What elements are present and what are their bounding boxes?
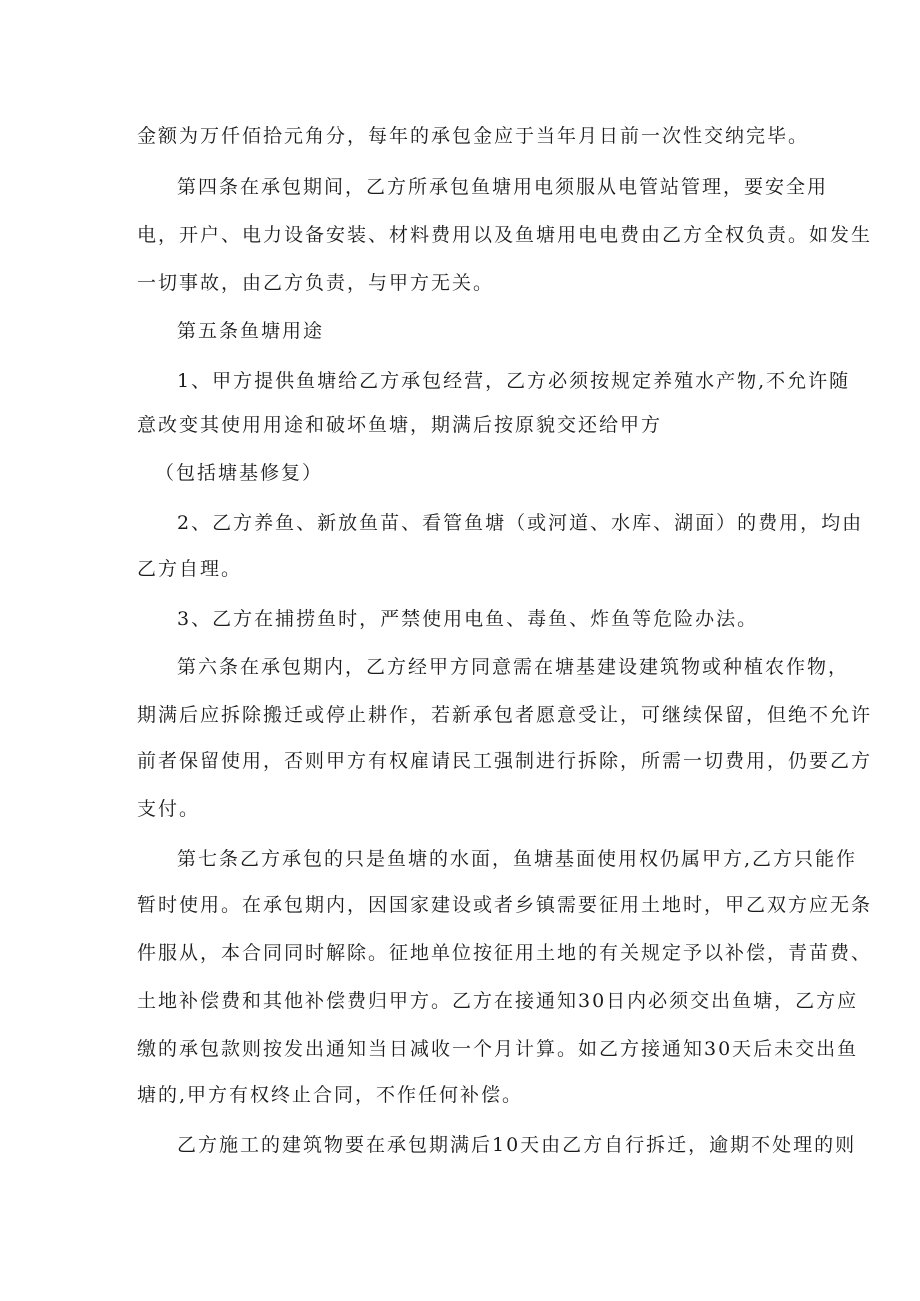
text-line-1: 金额为万仟佰拾元角分，每年的承包金应于当年月日前一次性交纳完毕。 <box>137 125 810 147</box>
text-line-6: 1、甲方提供鱼塘给乙方承包经营，乙方必须按规定养殖水产物,不允许随 <box>177 370 851 392</box>
text-line-3: 电，开户、电力设备安装、材料费用以及鱼塘用电电费由乙方全权负责。如发生 <box>137 224 873 246</box>
text-line-21: 塘的,甲方有权终止合同，不作任何补偿。 <box>137 1084 524 1106</box>
text-line-10: 乙方自理。 <box>137 558 243 580</box>
text-line-14: 前者保留使用，否则甲方有权雇请民工强制进行拆除，所需一切费用，仍要乙方 <box>137 750 873 772</box>
text-line-22: 乙方施工的建筑物要在承包期满后10天由乙方自行拆迁，逾期不处理的则 <box>177 1134 857 1156</box>
text-line-16: 第七条乙方承包的只是鱼塘的水面，鱼塘基面使用权仍属甲方,乙方只能作 <box>177 848 858 870</box>
text-line-4: 一切事故，由乙方负责，与甲方无关。 <box>137 272 495 294</box>
text-line-20: 缴的承包款则按发出通知当日减收一个月计算。如乙方接通知30天后未交出鱼 <box>137 1038 859 1060</box>
text-line-13: 期满后应拆除搬迁或停止耕作，若新承包者愿意受让，可继续保留，但绝不允许 <box>137 704 873 726</box>
text-line-7: 意改变其使用用途和破坏鱼塘，期满后按原貌交还给甲方 <box>137 414 663 436</box>
text-line-19: 土地补偿费和其他补偿费归甲方。乙方在接通知30日内必须交出鱼塘，乙方应 <box>137 990 859 1012</box>
text-line-2: 第四条在承包期间，乙方所承包鱼塘用电须服从电管站管理，要安全用 <box>177 176 829 198</box>
text-line-11: 3、乙方在捕捞鱼时，严禁使用电鱼、毒鱼、炸鱼等危险办法。 <box>177 608 759 630</box>
text-line-9: 2、乙方养鱼、新放鱼苗、看管鱼塘（或河道、水库、湖面）的费用，均由 <box>177 512 864 534</box>
text-line-17: 暂时使用。在承包期内，因国家建设或者乡镇需要征用土地时，甲乙双方应无条 <box>137 894 873 916</box>
text-line-8: （包括塘基修复） <box>155 462 324 484</box>
text-line-18: 件服从，本合同同时解除。征地单位按征用土地的有关规定予以补偿，青苗费、 <box>137 942 873 964</box>
section-heading-5: 第五条鱼塘用途 <box>177 320 325 342</box>
text-line-15: 支付。 <box>137 798 201 820</box>
text-line-12: 第六条在承包期内，乙方经甲方同意需在塘基建设建筑物或种植农作物， <box>177 656 850 678</box>
